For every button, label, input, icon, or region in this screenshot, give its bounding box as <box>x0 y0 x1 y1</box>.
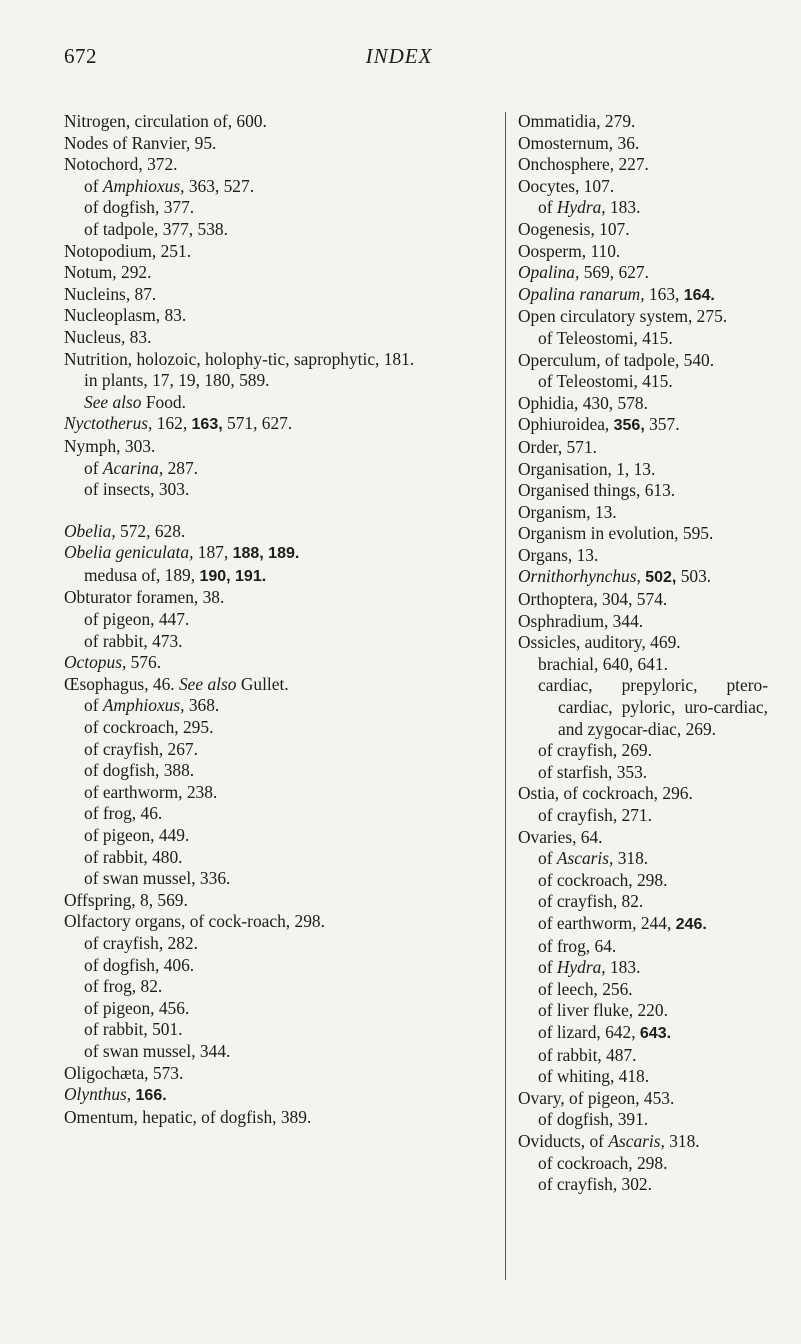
index-subentry <box>518 762 768 784</box>
index-subentry <box>64 1041 488 1063</box>
index-column-left <box>64 111 488 1128</box>
entry-text: 318. <box>664 1130 700 1151</box>
running-head: INDEX <box>365 44 433 68</box>
entry-text: of Teleostomi, 415. <box>538 371 673 392</box>
entry-text: Oligochæta, 573. <box>64 1062 184 1083</box>
entry-text: Organised things, 613. <box>518 480 676 501</box>
italic-term: Opalina, <box>518 262 580 283</box>
entry-text: Oocytes, 107. <box>518 175 615 196</box>
index-subentry <box>64 176 488 198</box>
entry-text: of <box>84 457 103 478</box>
entry-text: of dogfish, 388. <box>84 760 195 781</box>
index-entry <box>64 413 488 436</box>
index-entry <box>64 349 488 371</box>
index-entry <box>518 1131 768 1153</box>
entry-text: Offspring, 8, 569. <box>64 889 188 910</box>
index-subentry <box>64 219 488 241</box>
index-entry <box>518 176 768 198</box>
italic-term: Olynthus, <box>64 1084 132 1105</box>
figure-page-ref: 356, <box>613 417 645 435</box>
index-subentry <box>64 868 488 890</box>
index-entry <box>518 827 768 849</box>
index-subentry <box>518 1000 768 1022</box>
entry-text: of cockroach, 298. <box>538 1152 668 1173</box>
index-entry <box>518 611 768 633</box>
index-entry <box>518 393 768 415</box>
index-entry <box>518 350 768 372</box>
index-subentry <box>518 848 768 870</box>
index-entry <box>64 674 488 696</box>
italic-term: Obelia, <box>64 520 116 541</box>
entry-text: 363, 527. <box>184 175 255 196</box>
index-subentry <box>64 631 488 653</box>
figure-page-ref: 188, 189. <box>232 545 300 563</box>
index-entry <box>518 480 768 502</box>
figure-page-ref: 166. <box>135 1087 167 1105</box>
italic-term: See also <box>178 673 237 694</box>
index-entry <box>64 154 488 176</box>
index-entry <box>64 436 488 458</box>
entry-text: Notopodium, 251. <box>64 240 192 261</box>
index-subentry <box>64 197 488 219</box>
entry-text: of crayfish, 271. <box>538 805 652 825</box>
index-entry <box>518 566 768 589</box>
entry-text: Nymph, 303. <box>64 435 156 456</box>
index-entry <box>64 1063 488 1085</box>
entry-text: of frog, 82. <box>84 976 163 997</box>
entry-text: 163, <box>644 283 684 304</box>
index-entry <box>64 111 488 133</box>
entry-text: of <box>538 957 557 978</box>
entry-text: 572, 628. <box>115 520 186 541</box>
entry-text: Oosperm, 110. <box>518 240 621 261</box>
entry-text: Organism in evolution, 595. <box>518 523 714 544</box>
index-entry <box>518 241 768 263</box>
figure-page-ref: 190, 191. <box>199 567 267 585</box>
italic-term: Nyctotherus, <box>64 413 153 434</box>
italic-term: Hydra, <box>556 197 606 218</box>
entry-text: of liver fluke, 220. <box>538 1000 668 1021</box>
index-subentry <box>518 197 768 219</box>
entry-text: Order, 571. <box>518 436 597 457</box>
entry-text: of dogfish, 391. <box>538 1109 649 1130</box>
index-entry <box>518 632 768 654</box>
index-subentry <box>64 998 488 1020</box>
figure-page-ref: 502, <box>645 569 677 587</box>
entry-text: Notochord, 372. <box>64 154 178 175</box>
figure-page-ref: 164. <box>683 286 715 304</box>
entry-text: cardiac, prepyloric, ptero-cardiac, pyloric, uro-cardiac, and zygocar-diac, 269. <box>538 675 768 739</box>
entry-text: of crayfish, 269. <box>538 740 652 761</box>
entry-text: 368. <box>184 695 220 716</box>
entry-text: 503. <box>676 566 712 587</box>
entry-text: Nucleoplasm, 83. <box>64 305 187 326</box>
index-entry <box>64 521 488 543</box>
index-subentry <box>518 371 768 393</box>
entry-text: of crayfish, 282. <box>84 932 198 953</box>
entry-text: Omosternum, 36. <box>518 132 640 153</box>
entry-text: 569, 627. <box>579 262 649 283</box>
index-entry <box>64 911 488 933</box>
entry-text: Ophiuroidea, <box>518 414 614 435</box>
entry-text: Osphradium, 344. <box>518 610 644 631</box>
entry-text: Nutrition, holozoic, holophy-tic, saprophytic, 181. <box>64 348 415 369</box>
index-entry <box>64 133 488 155</box>
index-subentry <box>518 654 768 676</box>
figure-page-ref: 163, <box>191 416 223 434</box>
index-entry <box>64 652 488 674</box>
index-subentry <box>64 803 488 825</box>
entry-text: 357. <box>644 414 680 435</box>
index-subentry <box>64 392 488 414</box>
column-divider <box>505 112 506 1280</box>
entry-text: Organism, 13. <box>518 501 617 522</box>
entry-text: of pigeon, 447. <box>84 609 190 630</box>
entry-text: of pigeon, 449. <box>84 825 190 845</box>
index-entry <box>64 262 488 284</box>
index-entry <box>518 154 768 176</box>
entry-text: of dogfish, 406. <box>84 954 195 975</box>
index-entry <box>518 437 768 459</box>
index-subentry <box>518 675 768 740</box>
entry-text: of starfish, 353. <box>538 761 648 782</box>
index-subentry <box>64 782 488 804</box>
entry-text: brachial, 640, 641. <box>538 653 668 674</box>
index-entry <box>64 284 488 306</box>
italic-term: Octopus, <box>64 652 127 673</box>
page-number: 672 <box>64 44 97 68</box>
entry-text: Ossicles, auditory, 469. <box>518 632 681 653</box>
index-subentry <box>518 913 768 936</box>
index-subentry <box>64 825 488 847</box>
italic-term: Amphioxus, <box>102 695 185 716</box>
index-entry <box>64 1107 488 1129</box>
index-entry <box>64 542 488 565</box>
italic-term: Hydra, <box>556 957 606 978</box>
index-subentry <box>64 695 488 717</box>
index-subentry <box>518 1066 768 1088</box>
index-subentry <box>518 1174 768 1196</box>
italic-term: Amphioxus, <box>102 175 185 196</box>
index-entry <box>518 523 768 545</box>
entry-text: 571, 627. <box>222 413 293 434</box>
entry-text: of swan mussel, 336. <box>84 868 231 889</box>
entry-text: Nucleus, 83. <box>64 326 152 347</box>
index-subentry <box>518 957 768 979</box>
index-subentry <box>518 740 768 762</box>
entry-text: of rabbit, 473. <box>84 630 183 651</box>
entry-text: of crayfish, 82. <box>538 891 644 912</box>
entry-text: 318. <box>613 848 649 869</box>
entry-text: Organisation, 1, 13. <box>518 458 656 479</box>
entry-text: of rabbit, 480. <box>84 846 183 867</box>
figure-page-ref: 643. <box>639 1024 672 1042</box>
index-entry <box>518 306 768 328</box>
index-subentry <box>64 847 488 869</box>
italic-term: Ascaris, <box>556 848 614 869</box>
index-subentry <box>64 739 488 761</box>
entry-text: 183. <box>605 197 641 218</box>
index-subentry <box>64 1019 488 1041</box>
entry-text: of <box>538 848 557 869</box>
entry-text: Ostia, of cockroach, 296. <box>518 783 693 804</box>
entry-text: Orthoptera, 304, 574. <box>518 589 668 610</box>
entry-text: Œsophagus, 46. <box>64 673 179 694</box>
index-subentry <box>518 805 768 827</box>
italic-term: Opalina ranarum, <box>518 283 645 304</box>
entry-text: 183. <box>605 957 641 978</box>
italic-term: Obelia geniculata, <box>64 542 194 563</box>
index-entry <box>518 502 768 524</box>
entry-text: Obturator foramen, 38. <box>64 587 225 608</box>
index-subentry <box>64 458 488 480</box>
entry-text: Notum, 292. <box>64 262 152 283</box>
index-subentry <box>518 1045 768 1067</box>
entry-text: of <box>84 695 103 716</box>
index-subentry <box>518 1153 768 1175</box>
entry-text: 187, <box>193 542 233 563</box>
entry-text: Organs, 13. <box>518 544 599 565</box>
italic-term: Acarina, <box>102 457 164 478</box>
entry-text: of crayfish, 302. <box>538 1174 652 1195</box>
entry-text: Ommatidia, 279. <box>518 111 636 131</box>
page-header <box>64 44 734 74</box>
entry-text: Gullet. <box>236 673 289 694</box>
index-entry <box>518 589 768 611</box>
entry-text: of pigeon, 456. <box>84 997 190 1018</box>
italic-term: Ornithorhynchus, <box>518 566 641 587</box>
italic-term: Ascaris, <box>608 1130 665 1151</box>
entry-text: Operculum, of tadpole, 540. <box>518 349 715 370</box>
index-subentry <box>64 717 488 739</box>
entry-text: of earthworm, 238. <box>84 781 218 802</box>
index-subentry <box>518 979 768 1001</box>
index-subentry <box>518 328 768 350</box>
entry-text: 162, <box>152 413 192 434</box>
entry-text: Olfactory organs, of cock-roach, 298. <box>64 911 325 932</box>
figure-page-ref: 246. <box>675 915 707 933</box>
index-entry <box>518 459 768 481</box>
index-entry <box>518 262 768 284</box>
entry-text: of rabbit, 501. <box>84 1019 183 1040</box>
entry-text: of leech, 256. <box>538 978 633 999</box>
index-subentry <box>64 565 488 588</box>
entry-text: of insects, 303. <box>84 479 190 500</box>
entry-text: Food. <box>141 391 186 412</box>
entry-text: of cockroach, 295. <box>84 717 214 738</box>
entry-text: of <box>84 175 103 196</box>
index-entry <box>518 545 768 567</box>
italic-term: See also <box>84 391 142 412</box>
index-entry <box>518 783 768 805</box>
index-entry <box>518 111 768 133</box>
index-column-right <box>518 111 768 1196</box>
entry-text: of frog, 64. <box>538 935 617 956</box>
entry-text: 287. <box>163 457 198 478</box>
entry-text: of lizard, 642, <box>538 1021 640 1042</box>
entry-text: Ovaries, 64. <box>518 826 603 847</box>
entry-text: Nodes of Ranvier, 95. <box>64 132 217 153</box>
entry-text: of <box>538 197 557 218</box>
index-entry <box>64 241 488 263</box>
index-entry <box>518 284 768 307</box>
index-entry <box>64 587 488 609</box>
entry-text: of Teleostomi, 415. <box>538 327 673 348</box>
index-entry <box>518 219 768 241</box>
entry-text: of whiting, 418. <box>538 1066 650 1087</box>
index-subentry <box>64 370 488 392</box>
index-subentry <box>64 609 488 631</box>
entry-text: in plants, 17, 19, 180, 589. <box>84 370 270 391</box>
index-entry <box>64 890 488 912</box>
entry-text: Omentum, hepatic, of dogfish, 389. <box>64 1106 312 1127</box>
index-entry <box>64 327 488 349</box>
index-subentry <box>518 1022 768 1045</box>
entry-text: medusa of, 189, <box>84 564 200 585</box>
entry-text: of dogfish, 377. <box>84 197 195 218</box>
index-subentry <box>64 976 488 998</box>
entry-text: of crayfish, 267. <box>84 738 198 759</box>
index-entry <box>64 1084 488 1107</box>
entry-text: Ophidia, 430, 578. <box>518 392 648 413</box>
entry-text: 576. <box>126 652 162 673</box>
index-entry <box>64 305 488 327</box>
index-subentry <box>518 936 768 958</box>
entry-text: Open circulatory system, 275. <box>518 306 728 327</box>
index-subentry <box>64 760 488 782</box>
index-subentry <box>518 1109 768 1131</box>
entry-text: Ovary, of pigeon, 453. <box>518 1087 675 1108</box>
entry-text: of cockroach, 298. <box>538 869 668 890</box>
entry-text: of swan mussel, 344. <box>84 1040 231 1061</box>
entry-text: of tadpole, 377, 538. <box>84 218 228 239</box>
index-entry <box>518 414 768 437</box>
entry-text: of rabbit, 487. <box>538 1044 637 1065</box>
entry-text: of frog, 46. <box>84 803 163 824</box>
index-entry <box>518 133 768 155</box>
index-subentry <box>518 870 768 892</box>
entry-text: of earthworm, 244, <box>538 912 676 933</box>
index-subentry <box>518 891 768 913</box>
entry-text: Oviducts, of <box>518 1130 609 1151</box>
index-entry <box>518 1088 768 1110</box>
index-subentry <box>64 933 488 955</box>
entry-text: Nitrogen, circulation of, 600. <box>64 111 267 131</box>
index-subentry <box>64 479 488 501</box>
entry-text: Nucleins, 87. <box>64 283 157 304</box>
entry-text: Oogenesis, 107. <box>518 218 630 239</box>
entry-text: Onchosphere, 227. <box>518 154 649 175</box>
index-subentry <box>64 955 488 977</box>
